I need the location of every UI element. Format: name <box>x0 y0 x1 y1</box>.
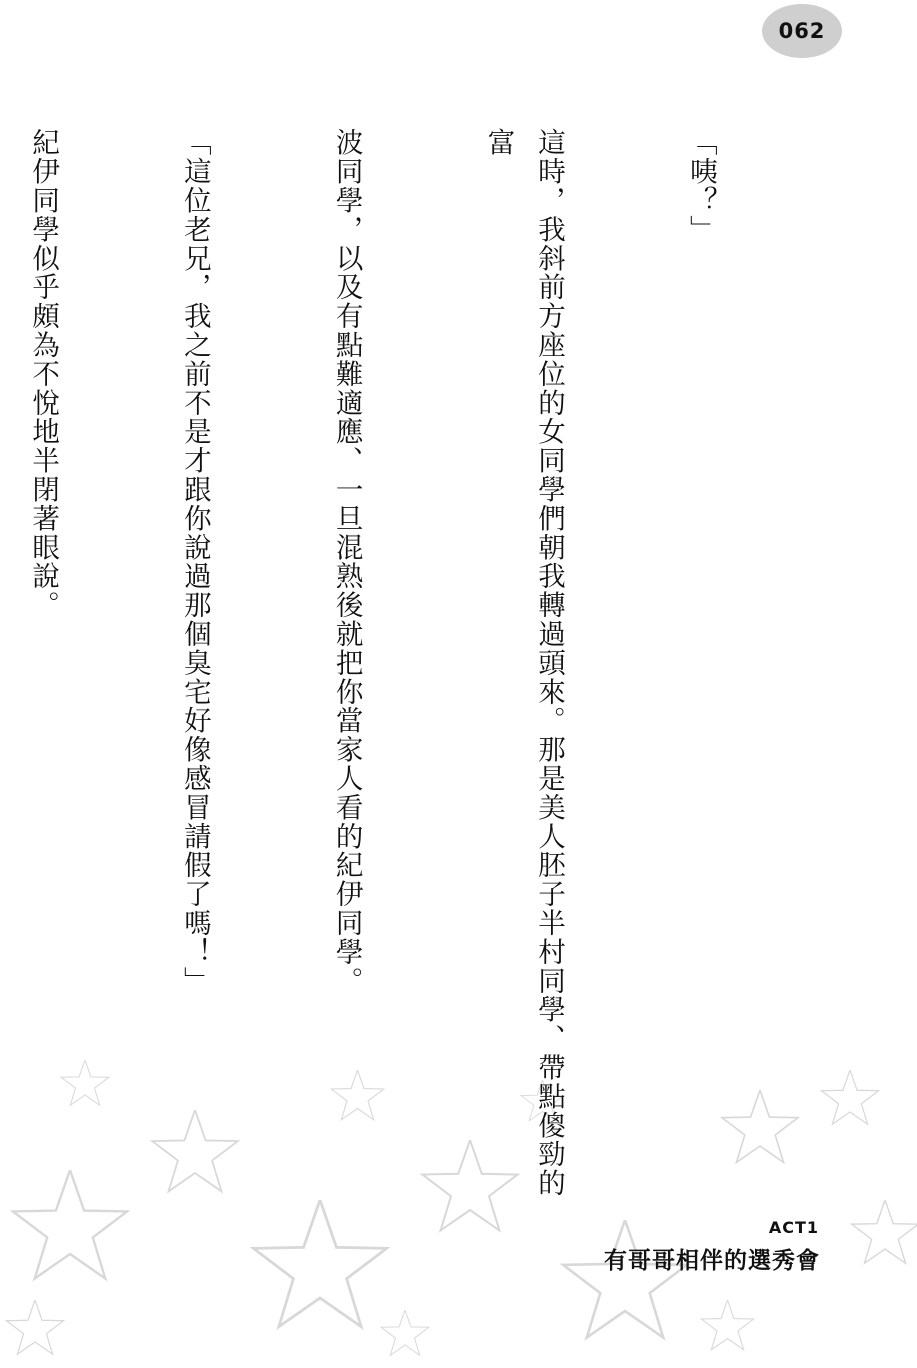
novel-text-body <box>27 128 827 1208</box>
text-line: 「咦？」 <box>684 128 717 244</box>
page-number-badge <box>762 4 842 58</box>
text-line: 波同學，以及有點難適應、一旦混熟後就把你當家人看的紀伊同學。 <box>330 128 363 995</box>
text-line: 這時，我斜前方座位的女同學們朝我轉過頭來。那是美人胚子半村同學、帶點傻勁的富 <box>482 128 566 1198</box>
text-line: 「這位老兄，我之前不是才跟你說過那個臭宅好像感冒請假了嗎！」 <box>178 128 211 995</box>
page-number: 062 <box>778 19 826 43</box>
chapter-title: 有哥哥相伴的選秀會 <box>604 1248 820 1274</box>
act-label: ACT1 <box>768 1218 819 1237</box>
text-line: 紀伊同學似乎頗為不悅地半閉著眼說。 <box>27 128 60 620</box>
